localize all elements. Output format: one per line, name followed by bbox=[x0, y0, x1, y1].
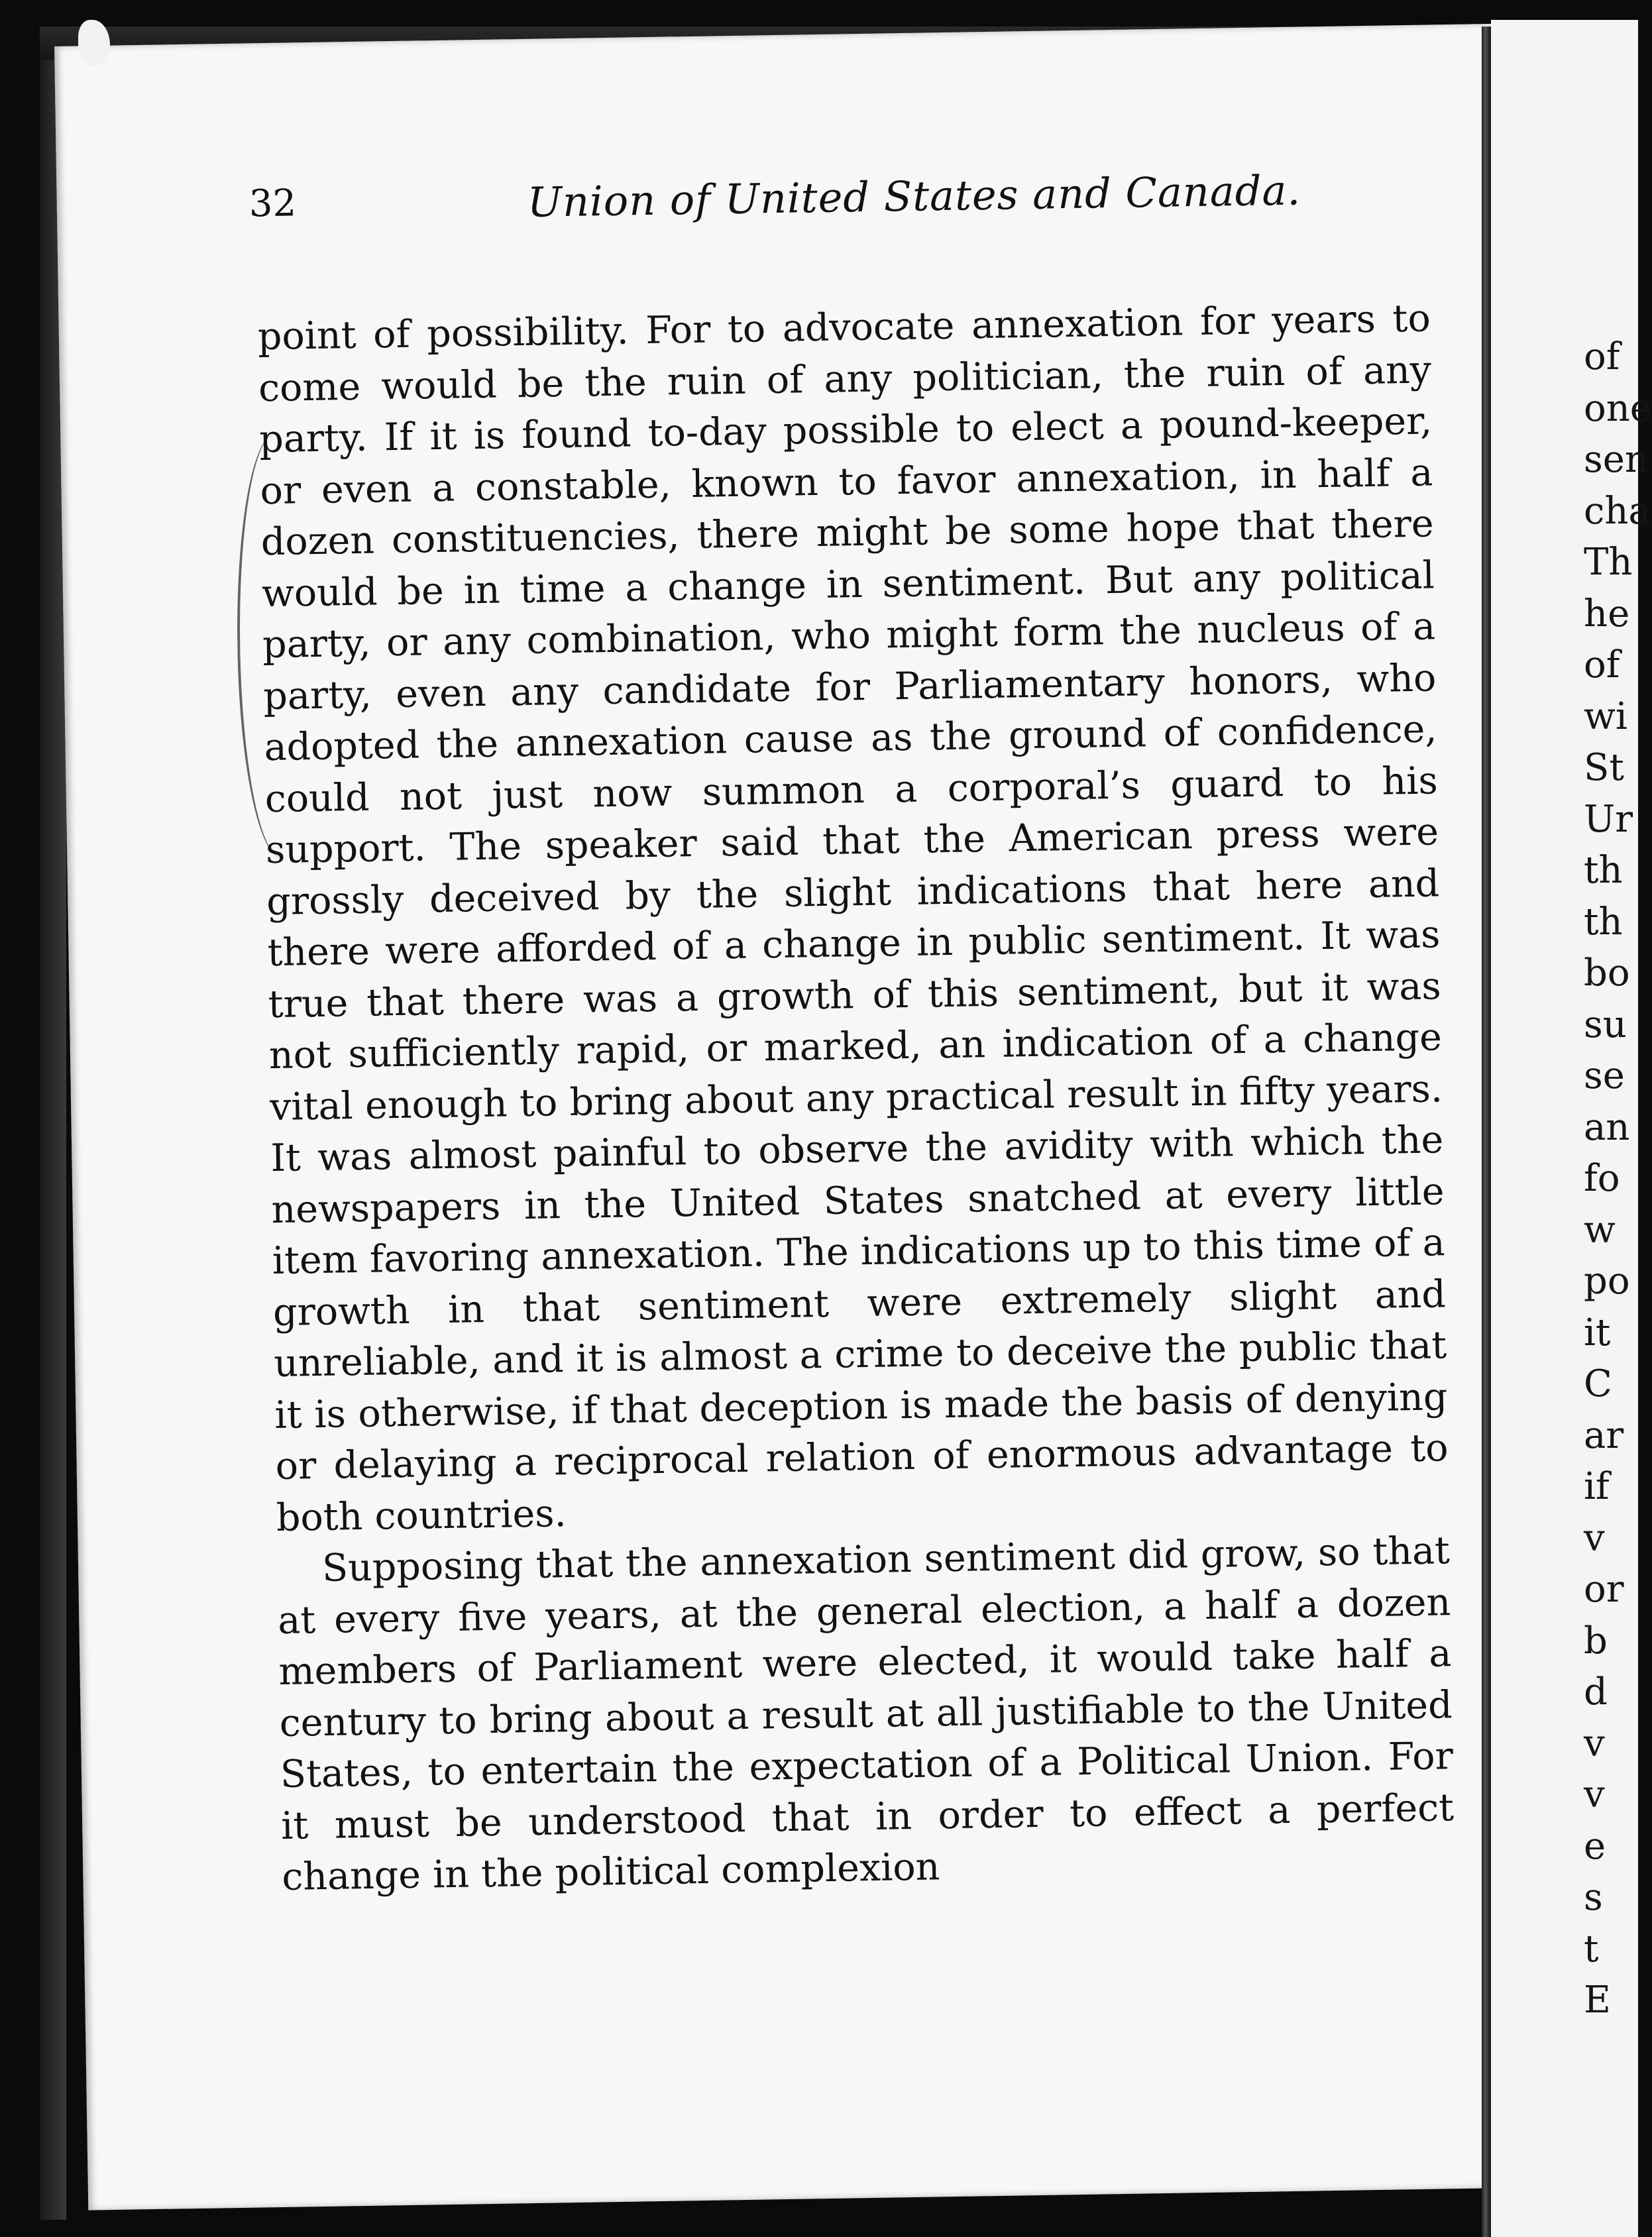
facing-line: fo bbox=[1584, 1157, 1620, 1200]
book-title: Union of United States and Canada. bbox=[527, 166, 1301, 227]
facing-line: t bbox=[1584, 1927, 1599, 1971]
facing-page bbox=[1491, 20, 1652, 2237]
facing-line: if bbox=[1584, 1465, 1610, 1508]
facing-line: v bbox=[1584, 1721, 1605, 1765]
facing-line: sen bbox=[1584, 438, 1649, 481]
page-gutter bbox=[1482, 27, 1491, 2237]
page-number: 32 bbox=[248, 182, 297, 226]
facing-line: su bbox=[1584, 1003, 1627, 1046]
facing-line: b bbox=[1584, 1619, 1608, 1663]
facing-line: cha bbox=[1584, 489, 1651, 533]
facing-line: d bbox=[1584, 1670, 1608, 1714]
facing-line: C bbox=[1584, 1362, 1612, 1405]
facing-line: th bbox=[1584, 849, 1623, 892]
facing-line: s bbox=[1584, 1876, 1603, 1919]
facing-line: St bbox=[1584, 746, 1624, 789]
facing-line: of bbox=[1584, 643, 1620, 686]
facing-line: po bbox=[1584, 1260, 1630, 1303]
facing-line: w bbox=[1584, 1208, 1616, 1252]
book-page bbox=[54, 24, 1533, 2210]
facing-line: v bbox=[1584, 1773, 1605, 1816]
facing-line: ar bbox=[1584, 1413, 1624, 1457]
facing-line: th bbox=[1584, 900, 1623, 944]
facing-line: or bbox=[1584, 1568, 1624, 1611]
facing-line: se bbox=[1584, 1054, 1625, 1097]
facing-line: bo bbox=[1584, 952, 1630, 995]
facing-line: v bbox=[1584, 1516, 1605, 1560]
facing-line: one bbox=[1584, 386, 1652, 430]
facing-line: Ur bbox=[1584, 797, 1633, 841]
paragraph: point of possibility. For to advocate annexation for years to come would be the ruin of any politician, the ruin of any party. If it is found to-day possible to elect a pound-keeper, or even a constable, known to favor annexation, in half a dozen constituencies, there might be some hope that there would be in time a change in sentiment. But any political party, or any combination, who might form the nucleus of a party, even any candidate for Parliamentary honors, who adopted the annexation cause as the ground of confidence, could not just now summon a corporal’s guard to his support. The speaker said that the American press were grossly deceived by the slight indications that here and there were afforded of a change in public sentiment. It was true that there was a growth of this sentiment, but it was not sufficiently rapid, or marked, an indication of a change vital enough to bring about any practical result in fifty years. It was almost painful to observe the avidity with which the newspapers in the United States snatched at every little item favoring annexation. The indications up to this time of a growth in that sentiment were extremely slight and unreliable, and it is almost a crime to deceive the public that it is otherwise, if that deception is made the basis of denying or delaying a reciprocal relation of enormous advantage to both countries. bbox=[257, 296, 1449, 1540]
facing-line: E bbox=[1584, 1979, 1611, 2022]
facing-line: e bbox=[1584, 1824, 1606, 1868]
facing-line: he bbox=[1584, 592, 1630, 635]
paragraph: Supposing that the annexation sentiment did grow, so that at every five years, at the general election, a half a dozen members of Parliament were elected, it would take half a century to bring about a result at all justifiable to the United States, to entertain the expectation of a Political Union. For it must be understood that in order to effect a perfect change in the political complexion bbox=[277, 1529, 1455, 1899]
facing-line: wi bbox=[1584, 694, 1627, 738]
facing-page-text bbox=[1584, 331, 1652, 2026]
facing-line: an bbox=[1584, 1105, 1630, 1149]
facing-line: it bbox=[1584, 1311, 1611, 1354]
facing-line: of bbox=[1584, 335, 1620, 378]
body-text bbox=[257, 293, 1455, 1903]
facing-line: Th bbox=[1584, 541, 1633, 584]
running-head bbox=[248, 163, 1508, 227]
